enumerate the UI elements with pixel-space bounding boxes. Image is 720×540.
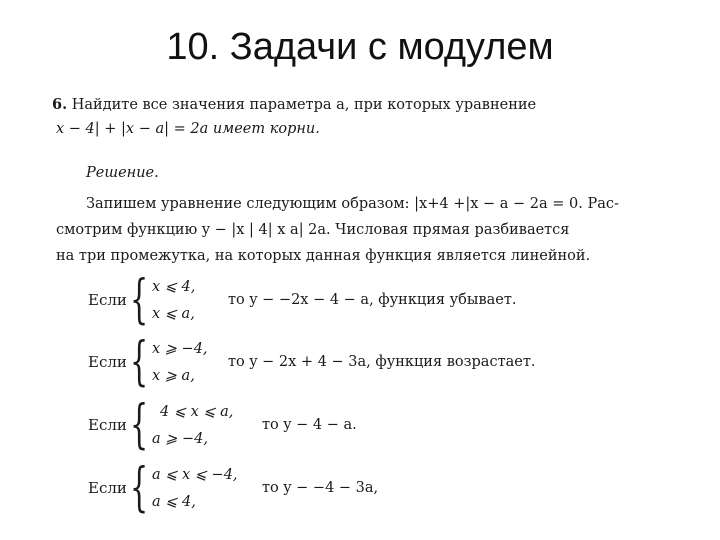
solution-heading: Решение. [86, 165, 159, 181]
problem-number: 6. [52, 96, 68, 113]
case-4-word: Если [88, 479, 127, 497]
problem-text-1: Найдите все значения параметра a, при которых уравнение [71, 97, 537, 113]
problem-statement-line-1 [52, 96, 536, 113]
case-3-condition-1: 4 ⩽ x ⩽ a, [160, 404, 234, 420]
case-3-condition-2: a ⩾ −4, [152, 431, 208, 447]
case-1-result: то y − −2x − 4 − a, функция убывает. [228, 292, 517, 308]
solution-paragraph-line-2: смотрим функцию y − |x | 4| x a| 2a. Числовая прямая разбивается [56, 222, 570, 238]
problem-statement-line-2: x − 4| + |x − a| = 2a имеет корни. [56, 121, 320, 137]
case-2-word: Если [88, 353, 127, 371]
solution-paragraph-line-1: Запишем уравнение следующим образом: |x+4 +|x − a − 2a = 0. Рас- [86, 196, 619, 212]
case-4-condition-2: a ⩽ 4, [152, 494, 196, 510]
case-3-word: Если [88, 416, 127, 434]
solution-paragraph-line-3: на три промежутка, на которых данная функция является линейной. [56, 248, 591, 264]
case-2-result: то y − 2x + 4 − 3a, функция возрастает. [228, 354, 536, 370]
case-4-brace: { [130, 458, 149, 518]
slide-title: 10. Задачи с модулем [166, 26, 554, 68]
case-1-brace: { [130, 270, 149, 330]
case-2-condition-2: x ⩾ a, [152, 368, 195, 384]
case-2-condition-1: x ⩾ −4, [152, 341, 208, 357]
case-1-condition-2: x ⩽ a, [152, 306, 195, 322]
case-4-condition-1: a ⩽ x ⩽ −4, [152, 467, 238, 483]
case-1-word: Если [88, 291, 127, 309]
case-3-brace: { [130, 395, 149, 455]
case-1-condition-1: x ⩽ 4, [152, 279, 196, 295]
case-2-brace: { [130, 332, 149, 392]
case-3-result: то y − 4 − a. [262, 417, 357, 433]
case-4-result: то y − −4 − 3a, [262, 480, 379, 496]
